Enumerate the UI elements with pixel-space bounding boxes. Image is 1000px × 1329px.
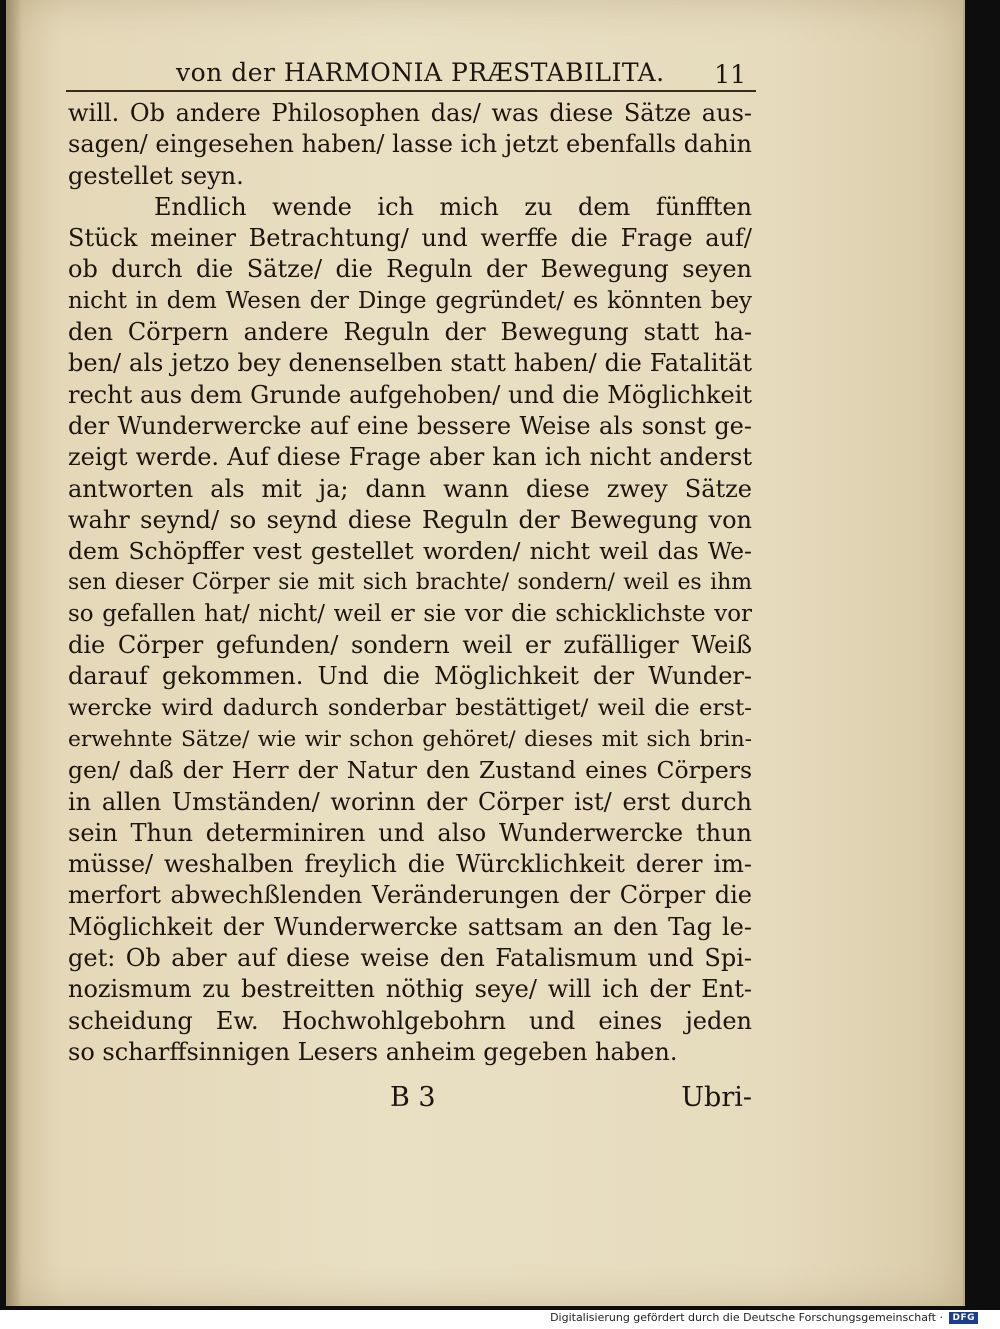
text-line: Möglichkeit der Wunderwercke sattsam an den Tag le- [68,912,752,941]
signature-mark: B 3 [390,1082,436,1113]
text-line: müsse/ weshalben freylich die Würcklichkeit derer im- [68,850,752,879]
text-line: ben/ als jetzo bey denenselben statt haben/ die Fatalität [68,349,752,378]
dfg-logo-label: DFG [952,1313,975,1323]
text-line: recht aus dem Grunde aufgehoben/ und die Möglichkeit [68,380,752,409]
text-line: antworten als mit ja; dann wann diese zwey Sätze [68,474,752,503]
digitization-credit [550,1311,978,1325]
text-line: Stück meiner Betrachtung/ und werffe die Frage auf/ [68,224,752,253]
text-line: darauf gekommen. Und die Möglichkeit der Wunder- [68,662,752,691]
page-number: 11 [714,60,746,89]
credit-text: Digitalisierung gefördert durch die Deutsche Forschungsgemeinschaft · [550,1311,943,1324]
text-line: sein Thun determiniren und also Wunderwercke thun [68,818,752,847]
book-page [6,0,965,1306]
running-title: von der HARMONIA PRÆSTABILITA. [176,58,665,87]
text-line: zeigt werde. Auf diese Frage aber kan ich nicht anderst [68,443,752,472]
text-line: sagen/ eingesehen haben/ lasse ich jetzt ebenfalls dahin [68,130,752,159]
text-line: wahr seynd/ so seynd diese Reguln der Bewegung von [68,505,752,534]
text-line: gen/ daß der Herr der Natur den Zustand eines Cörpers [68,756,752,785]
header-rule [66,90,756,92]
text-line: erwehnte Sätze/ wie wir schon gehöret/ dieses mit sich brin- [68,726,752,752]
text-line: Endlich wende ich mich zu dem fünfften [154,192,752,221]
text-line: dem Schöpffer vest gestellet worden/ nicht weil das We- [68,537,752,566]
page-footer [68,1082,752,1122]
text-line: ob durch die Sätze/ die Reguln der Bewegung seyen [68,255,752,284]
text-line: sen dieser Cörper sie mit sich brachte/ sondern/ weil es ihm [68,570,752,596]
page-header [66,56,756,96]
text-line: gestellet seyn. [68,161,244,190]
catchword: Ubri- [681,1082,752,1113]
text-line: will. Ob andere Philosophen das/ was diese Sätze aus- [68,99,752,127]
text-line: die Cörper gefunden/ sondern weil er zufälliger Weiß [68,631,752,660]
text-line: nicht in dem Wesen der Dinge gegründet/ es könnten bey [68,287,752,314]
text-line: der Wunderwercke auf eine bessere Weise als sonst ge- [68,411,752,440]
text-line: scheidung Ew. Hochwohlgebohrn und eines jeden [68,1006,752,1035]
text-line: get: Ob aber auf diese weise den Fatalismum und Spi- [68,944,752,973]
text-line: so scharffsinnigen Lesers anheim gegeben haben. [68,1037,678,1066]
text-line: wercke wird dadurch sonderbar bestättiget/ weil die erst- [68,694,752,721]
page-gutter-shadow [6,0,22,1306]
dfg-logo-icon [949,1312,978,1324]
text-line: nozismum zu bestreitten nöthig seye/ will ich der Ent- [68,975,752,1004]
text-line: merfort abwechßlenden Veränderungen der Cörper die [68,881,752,910]
body-text [68,98,752,1068]
text-line: so gefallen hat/ nicht/ weil er sie vor die schicklichste vor [68,600,752,627]
text-line: in allen Umständen/ worinn der Cörper ist/ erst durch [68,787,752,816]
text-line: den Cörpern andere Reguln der Bewegung statt ha- [68,318,752,347]
